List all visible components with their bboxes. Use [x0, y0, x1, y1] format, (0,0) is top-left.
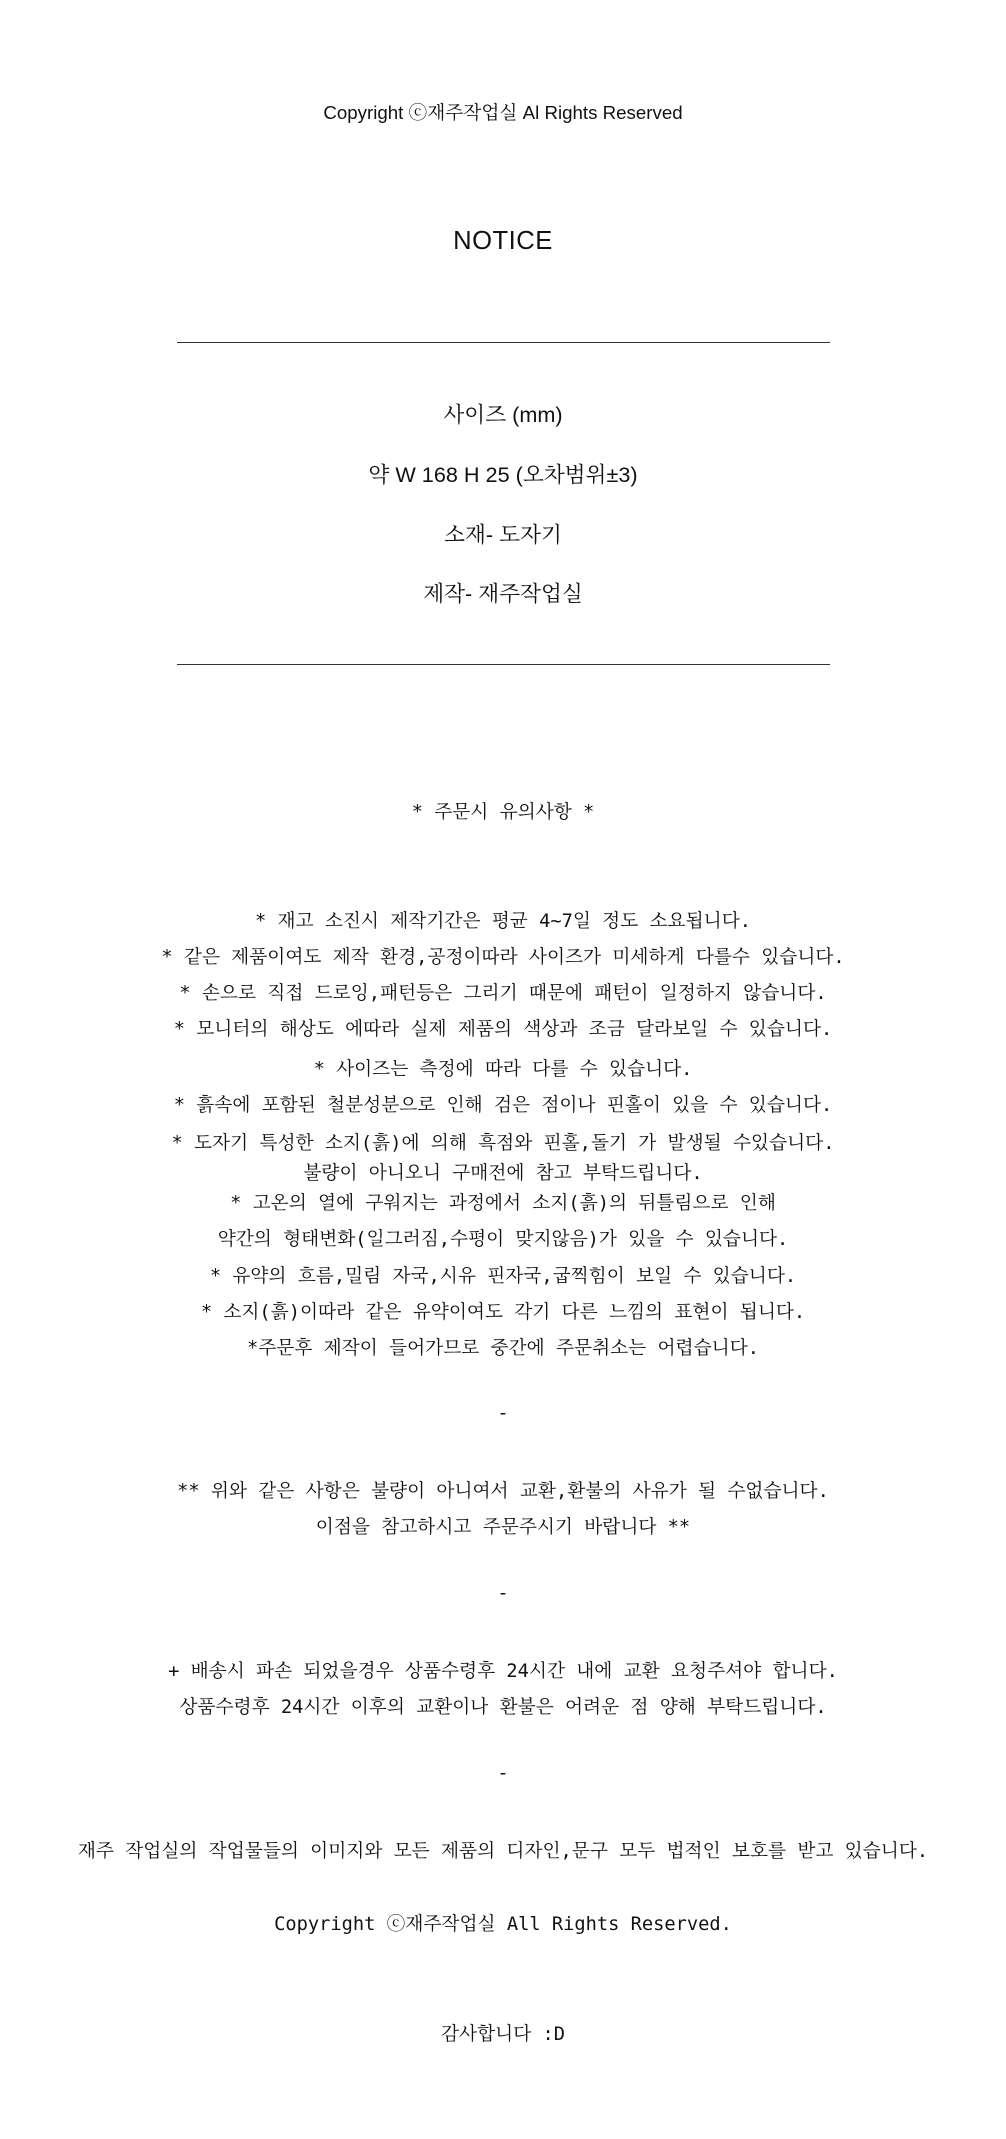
size-label: 사이즈 (mm)	[443, 402, 563, 427]
caution-item: *주문후 제작이 들어가므로 중간에 주문취소는 어렵습니다.	[246, 1338, 759, 1359]
footer-copyright: Copyright ⓒ재주작업실 All Rights Reserved.	[274, 1914, 732, 1935]
top-divider-rule	[177, 342, 830, 343]
caution-item: * 재고 소진시 제작기간은 평균 4~7일 정도 소요됩니다.	[254, 911, 752, 932]
caution-item: 불량이 아니오니 구매전에 참고 부탁드립니다.	[303, 1163, 703, 1184]
caution-item: * 유약의 흐름,밀림 자국,시유 핀자국,굽찍힘이 보일 수 있습니다.	[209, 1266, 797, 1287]
size-value: 약 W 168 H 25 (오차범위±3)	[368, 462, 638, 487]
caution-item: * 흙속에 포함된 철분성분으로 인해 검은 점이나 핀홀이 있을 수 있습니다.	[173, 1095, 833, 1116]
caution-item: * 도자기 특성한 소지(흙)에 의해 흑점와 핀홀,돌기 가 발생될 수있습니다.	[171, 1133, 835, 1154]
exchange-note-line: ** 위와 같은 사항은 불량이 아니여서 교환,환불의 사유가 될 수없습니다.	[177, 1481, 829, 1502]
section-dash: -	[497, 1763, 509, 1784]
legal-notice: 재주 작업실의 작업물들의 이미지와 모든 제품의 디자인,문구 모두 법적인 보호를 받고 있습니다.	[77, 1841, 929, 1862]
caution-heading: * 주문시 유의사항 *	[411, 802, 595, 823]
exchange-note-line: 이점을 참고하시고 주문주시기 바랍니다 **	[315, 1517, 691, 1538]
shipping-note-line: 상품수령후 24시간 이후의 교환이나 환불은 어려운 점 양해 부탁드립니다.	[179, 1697, 827, 1718]
bottom-divider-rule	[177, 664, 830, 665]
caution-item: * 손으로 직접 드로잉,패턴등은 그리기 때문에 패턴이 일정하지 않습니다.	[179, 983, 827, 1004]
material-text: 소재- 도자기	[444, 522, 562, 547]
section-dash: -	[497, 1583, 509, 1604]
caution-item: * 같은 제품이여도 제작 환경,공정이따라 사이즈가 미세하게 다를수 있습니다.	[161, 947, 845, 968]
header-copyright: Copyright ⓒ재주작업실 Al Rights Reserved	[323, 102, 683, 123]
caution-item: * 소지(흙)이따라 같은 유약이여도 각기 다른 느낌의 표현이 됩니다.	[200, 1302, 806, 1323]
caution-item: * 모니터의 해상도 에따라 실제 제품의 색상과 조금 달라보일 수 있습니다.	[173, 1019, 833, 1040]
caution-item: * 사이즈는 측정에 따라 다를 수 있습니다.	[313, 1059, 693, 1080]
thanks-text: 감사합니다 :D	[440, 2024, 565, 2045]
maker-text: 제작- 재주작업실	[423, 581, 583, 606]
shipping-note-line: + 배송시 파손 되었을경우 상품수령후 24시간 내에 교환 요청주셔야 합니다.	[168, 1661, 838, 1682]
caution-item: * 고온의 열에 구워지는 과정에서 소지(흙)의 뒤틀림으로 인해	[230, 1193, 776, 1214]
caution-item: 약간의 형태변화(일그러짐,수평이 맞지않음)가 있을 수 있습니다.	[217, 1229, 789, 1250]
page-title: NOTICE	[453, 227, 553, 255]
section-dash: -	[497, 1403, 509, 1424]
